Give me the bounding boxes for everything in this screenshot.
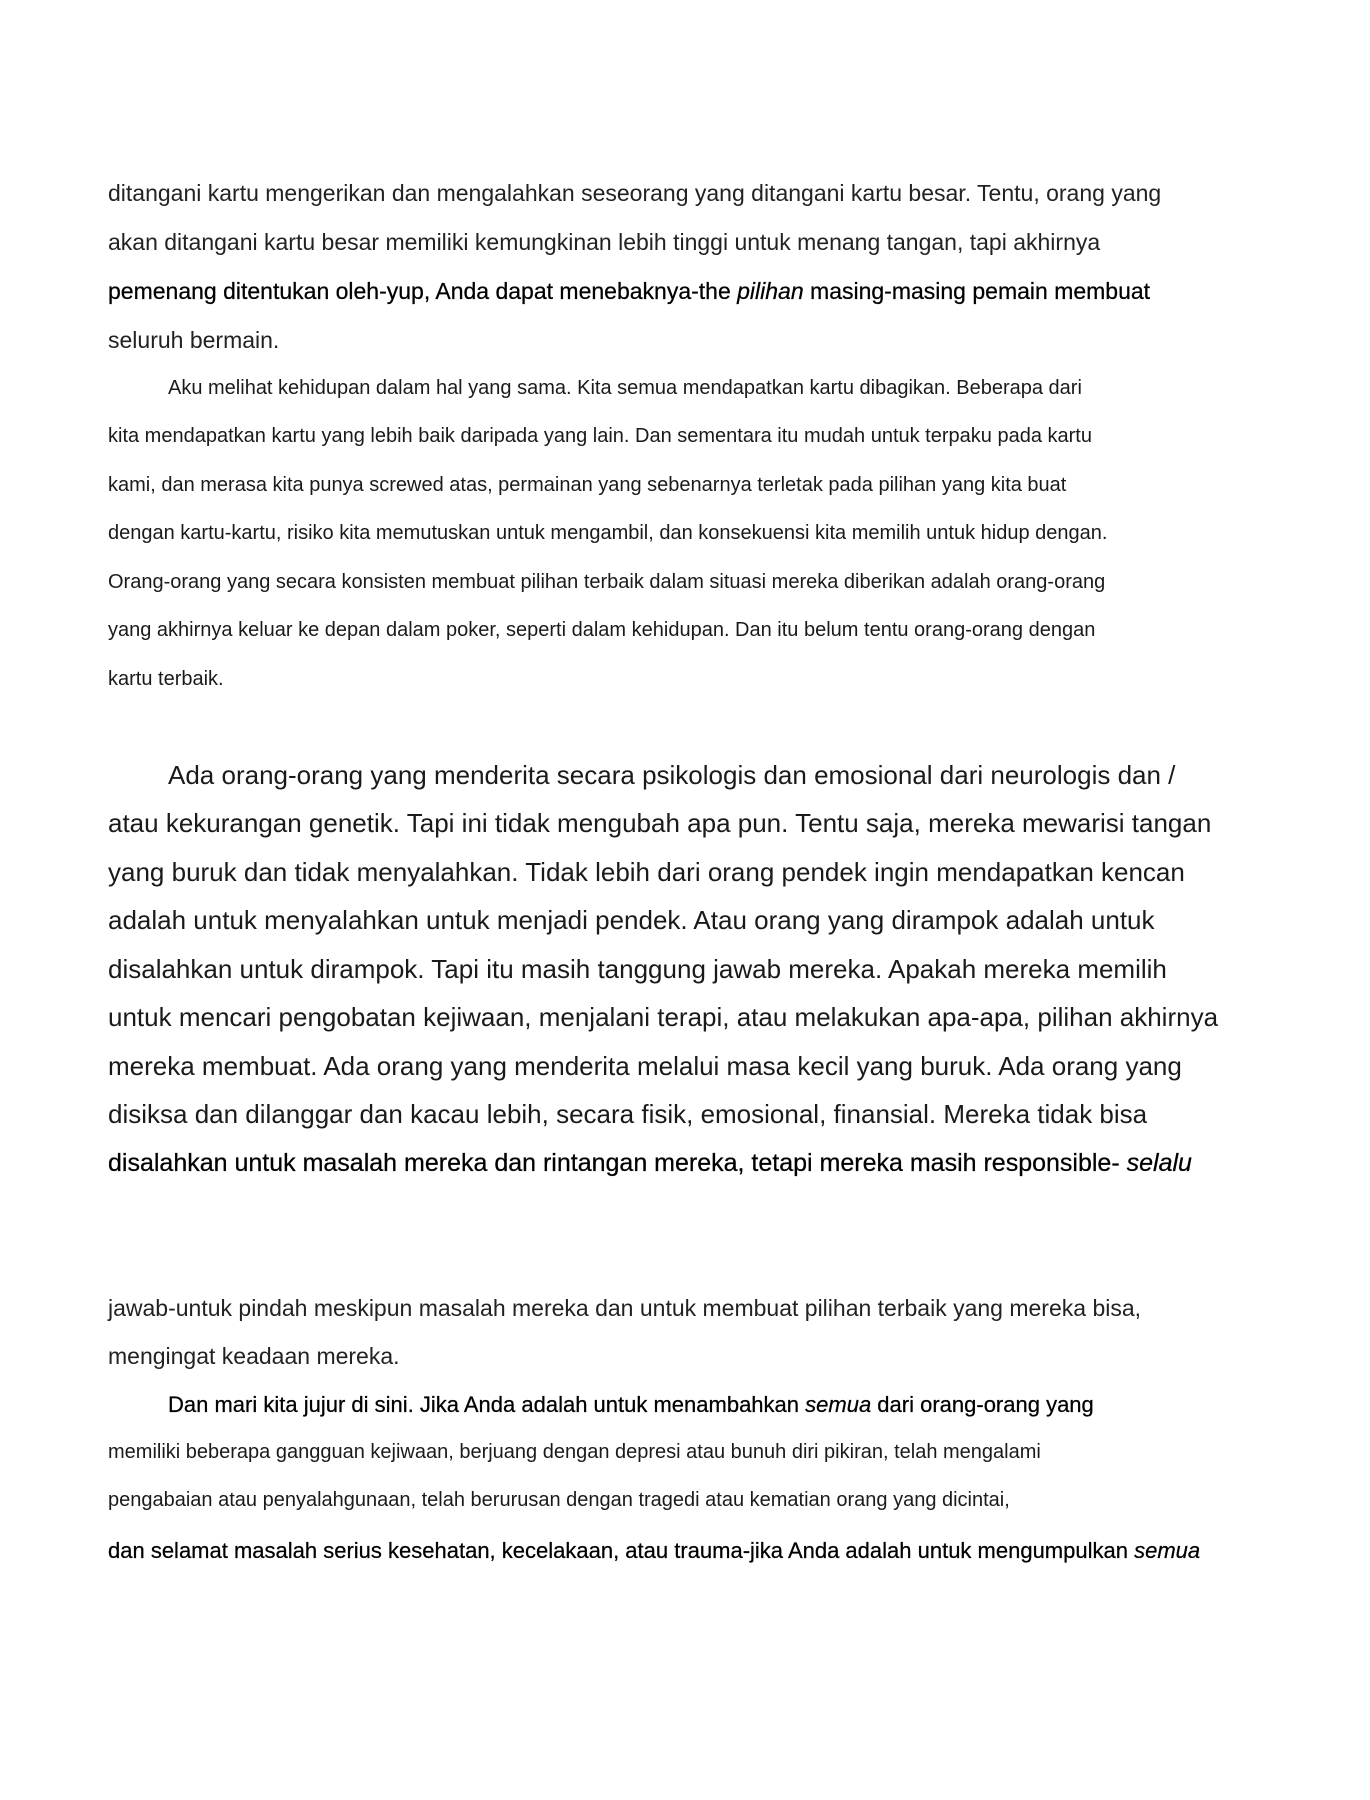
para1-line-2: akan ditangani kartu besar memiliki kemungkinan lebih tinggi untuk menang tangan, tapi akhirnya [108,229,1101,255]
para2-line-6: yang akhirnya keluar ke depan dalam poker, seperti dalam kehidupan. Dan itu belum tentu orang-orang dengan [108,619,1096,641]
para2-line-2: kita mendapatkan kartu yang lebih baik daripada yang lain. Dan sementara itu mudah untuk terpaku pada kartu [108,425,1092,447]
para4-line-1: jawab-untuk pindah meskipun masalah mereka dan untuk membuat pilihan terbaik yang mereka bisa, [108,1295,1142,1321]
para3-line-3: yang buruk dan tidak menyalahkan. Tidak lebih dari orang pendek ingin mendapatkan kencan [108,857,1185,887]
para3-line-4: adalah untuk menyalahkan untuk menjadi pendek. Atau orang yang dirampok adalah untuk [108,905,1155,935]
para2-line-4: dengan kartu-kartu, risiko kita memutuskan untuk mengambil, dan konsekuensi kita memilih untuk hidup dengan. [108,522,1108,544]
para3-line-5: disalahkan untuk dirampok. Tapi itu masih tanggung jawab mereka. Apakah mereka memilih [108,954,1167,984]
para1-line-3: pemenang ditentukan oleh-yup, Anda dapat menebaknya-the pilihan masing-masing pemain membuat [108,278,1151,304]
para3-line-6: untuk mencari pengobatan kejiwaan, menjalani terapi, atau melakukan apa-apa, pilihan akhirnya [108,1002,1219,1032]
para5-line-1: Dan mari kita jujur di sini. Jika Anda adalah untuk menambahkan semua dari orang-orang yang [168,1392,1094,1417]
para2-line-3: kami, dan merasa kita punya screwed atas, permainan yang sebenarnya terletak pada pilihan yang kita buat [108,474,1067,496]
para5-line-4: dan selamat masalah serius kesehatan, kecelakaan, atau trauma-jika Anda adalah untuk mengumpulkan semua [108,1538,1201,1563]
para3-line-8: disiksa dan dilanggar dan kacau lebih, secara fisik, emosional, finansial. Mereka tidak bisa [108,1099,1148,1129]
para1-line-1: ditangani kartu mengerikan dan mengalahkan seseorang yang ditangani kartu besar. Tentu, orang yang [108,180,1162,206]
para4-line-2: mengingat keadaan mereka. [108,1343,400,1369]
para3-line-2: atau kekurangan genetik. Tapi ini tidak mengubah apa pun. Tentu saja, mereka mewarisi tangan [108,808,1212,838]
para1-line-4: seluruh bermain. [108,327,280,353]
para5-line-3: pengabaian atau penyalahgunaan, telah berurusan dengan tragedi atau kematian orang yang dicintai, [108,1489,1010,1511]
para2-line-1: Aku melihat kehidupan dalam hal yang sama. Kita semua mendapatkan kartu dibagikan. Beberapa dari [168,377,1082,399]
para3-line-1: Ada orang-orang yang menderita secara psikologis dan emosional dari neurologis dan / [168,760,1176,790]
para3-line-7: mereka membuat. Ada orang yang menderita melalui masa kecil yang buruk. Ada orang yang [108,1051,1182,1081]
para2-line-5: Orang-orang yang secara konsisten membuat pilihan terbaik dalam situasi mereka diberikan adalah orang-orang [108,571,1106,593]
para2-line-7: kartu terbaik. [108,668,224,690]
para3-line-9: disalahkan untuk masalah mereka dan rintangan mereka, tetapi mereka masih responsible- selalu [108,1149,1192,1177]
para5-line-2: memiliki beberapa gangguan kejiwaan, berjuang dengan depresi atau bunuh diri pikiran, telah mengalami [108,1441,1041,1463]
